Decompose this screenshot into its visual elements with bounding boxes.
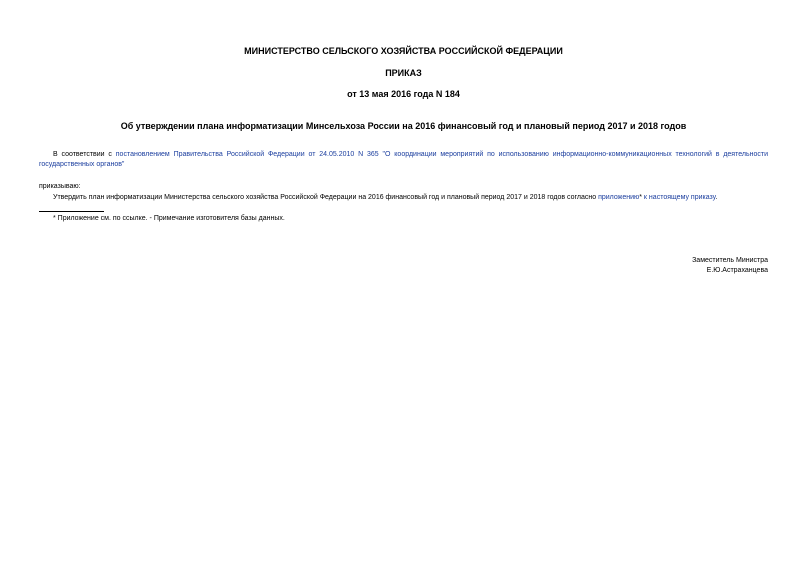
paragraph-basis-prefix: В соответствии с xyxy=(53,151,116,158)
signature-block xyxy=(692,256,768,276)
paragraph-approve-end: . xyxy=(715,194,718,201)
footnote-divider xyxy=(39,211,104,212)
order-date: от 13 мая 2016 года N 184 xyxy=(347,89,460,99)
paragraph-approve-text: Утвердить план информатизации Министерства сельского хозяйства Российской Федерации на 2016 финансовый год и плановый период 2017 и 2018 годов согласно xyxy=(53,194,599,201)
order-title: Об утверждении плана информатизации Минсельхоза России на 2016 финансовый год и плановый период 2017 и 2018 годов xyxy=(120,121,687,131)
paragraph-approve xyxy=(53,193,717,203)
paragraph-basis xyxy=(39,150,768,170)
footnote-marker: * xyxy=(639,194,644,201)
government-resolution-link[interactable]: постановлением Правительства Российской Федерации от 24.05.2010 N 365 "О координации мероприятий по использованию информационно-коммуникационных технологий в деятельности государственных органов" xyxy=(39,151,768,168)
order-heading: ПРИКАЗ xyxy=(385,68,422,78)
this-order-link[interactable]: к настоящему приказу xyxy=(643,194,716,201)
decree-word: приказываю: xyxy=(39,183,81,190)
signatory-name: Е.Ю.Астраханцева xyxy=(706,267,768,274)
signatory-position: Заместитель Министра xyxy=(692,257,768,264)
appendix-link[interactable]: приложению xyxy=(598,194,640,201)
footnote-text: * Приложение см. по ссылке. - Примечание изготовителя базы данных. xyxy=(53,215,285,222)
ministry-name: МИНИСТЕРСТВО СЕЛЬСКОГО ХОЗЯЙСТВА РОССИЙСКОЙ ФЕДЕРАЦИИ xyxy=(244,46,563,56)
